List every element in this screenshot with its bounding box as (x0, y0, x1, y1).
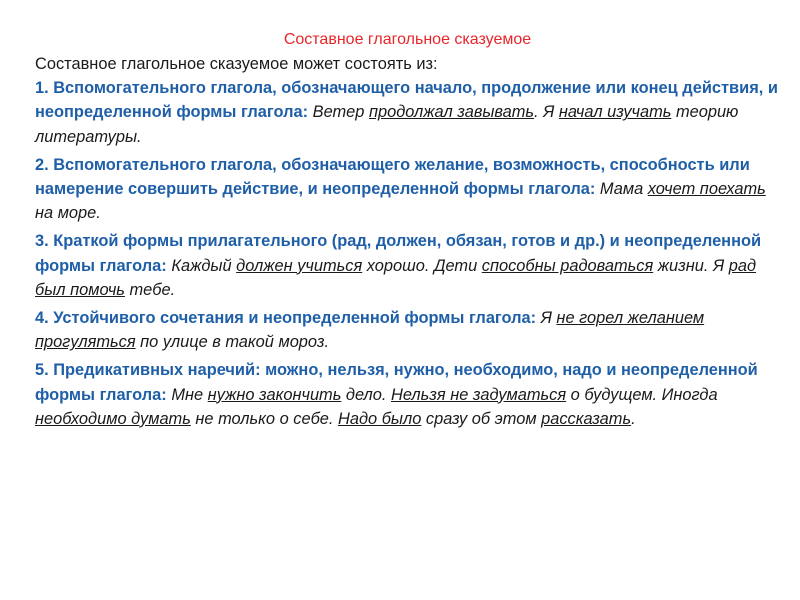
example-text: на море. (35, 204, 101, 223)
example-text: тебе. (124, 280, 176, 299)
rule-heading: 2. Вспомогательного глагола, обозначающего желание, возможность, способность или намерение совершить действие, и неопределенной формы глагола: (35, 155, 750, 199)
underlined-predicate: хочет поехать (647, 180, 766, 199)
slide-title: Составное глагольное сказуемое (283, 31, 532, 48)
underlined-predicate: необходимо думать (35, 409, 191, 428)
rule-heading: 1. Вспомогательного глагола, обозначающего начало, продолжение или конец действия, и неопределенной формы глагола: (35, 79, 778, 122)
rule-item-2 (35, 153, 780, 226)
example-text: Я (536, 309, 557, 328)
underlined-predicate: продолжал завывать (368, 103, 535, 122)
example-text: сразу об этом (421, 409, 542, 428)
example-text: Каждый (166, 256, 237, 275)
rule-heading: 5. Предикативных наречий: можно, нельзя, нужно, необходимо, надо и неопределенной формы глагола: (35, 361, 758, 404)
example-text: Мне (166, 385, 208, 404)
example-text: . Я (534, 103, 559, 122)
example-text: . (631, 409, 636, 428)
rule-item-1 (35, 76, 780, 149)
underlined-predicate: начал изучать (558, 103, 672, 122)
underlined-predicate: рад был помочь (35, 256, 757, 299)
rule-item-5 (35, 358, 780, 431)
example-text: Мама (595, 180, 648, 199)
rule-item-4 (35, 306, 780, 354)
example-text: теорию литературы. (35, 103, 739, 146)
underlined-predicate: не горел желанием прогуляться (35, 309, 705, 352)
rule-item-3 (35, 229, 780, 302)
rule-heading: 4. Устойчивого сочетания и неопределенной формы глагола: (35, 309, 537, 328)
underlined-predicate: Нельзя не задуматься (391, 385, 567, 404)
underlined-predicate: должен учиться (236, 256, 363, 275)
underlined-predicate: рассказать (541, 409, 632, 428)
example-text: о будущем. Иногда (566, 385, 718, 404)
example-text: не только о себе. (190, 409, 339, 428)
example-text: по улице в такой мороз. (135, 333, 330, 352)
intro-text: Составное глагольное сказуемое может состоять из: (35, 55, 438, 73)
example-text: Ветер (308, 103, 369, 122)
underlined-predicate: Надо было (338, 409, 422, 428)
example-text: хорошо. Дети (362, 256, 482, 275)
underlined-predicate: нужно закончить (207, 385, 342, 404)
example-text: дело. (341, 385, 391, 404)
underlined-predicate: способны радоваться (481, 256, 654, 275)
example-text: жизни. Я (653, 256, 729, 275)
rule-heading: 3. Краткой формы прилагательного (рад, должен, обязан, готов и др.) и неопределенной формы глагола: (35, 232, 762, 275)
